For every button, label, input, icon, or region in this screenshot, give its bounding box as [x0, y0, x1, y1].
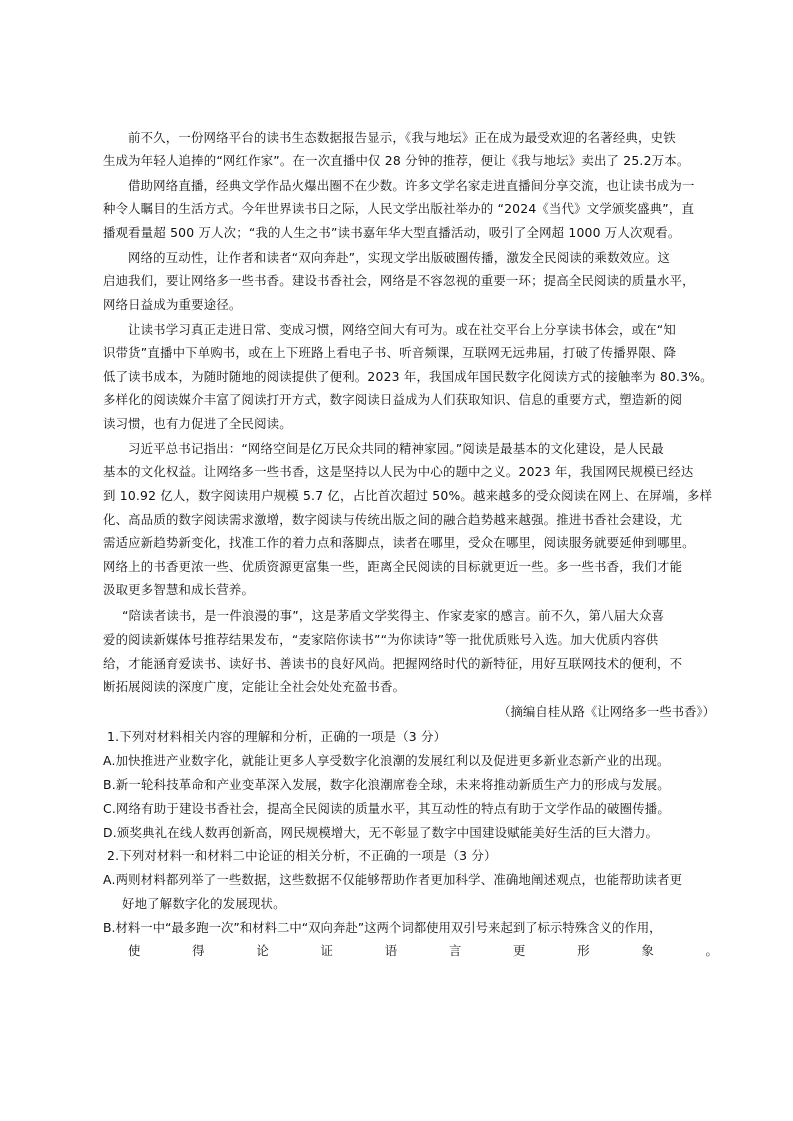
spread-char: 象 — [641, 943, 654, 958]
passage-p3-line1: 网络的互动性，让作者和读者“双向奔赴”，实现文学出版破圈传播，激发全民阅读的乘数效应。这 — [128, 250, 671, 265]
passage-p6-line4: 断拓展阅读的深度广度，定能让全社会处处充盈书香。 — [103, 679, 406, 694]
spread-char: 使 — [128, 943, 141, 958]
source-citation: （摘编自桂从路《让网络多一些书香》） — [498, 704, 715, 719]
passage-p5-line1: 习近平总书记指出：“网络空间是亿万民众共同的精神家园。”阅读是最基本的文化建设，是人民最 — [128, 441, 664, 456]
passage-p6-line2: 爱的阅读新媒体号推荐结果发布，“麦家陪你读书”“为你读诗”等一批优质账号入选。加大优质内容供 — [103, 632, 659, 647]
question-1-stem: 1.下列对材料相关内容的理解和分析，正确的一项是（3 分） — [107, 729, 447, 744]
passage-p4-line1: 让读书学习真正走进日常、变成习惯，网络空间大有可为。或在社交平台上分享读书体会，或在“知 — [128, 322, 677, 337]
question-2-option-a-line2: 好地了解数字化的发展现状。 — [122, 896, 286, 911]
passage-p5-line7: 汲取更多智慧和成长营养。 — [103, 582, 255, 597]
question-1-option-b: B.新一轮科技革命和产业变革深入发展，数字化浪潮席卷全球，未来将推动新质生产力的形成与发展。 — [103, 777, 670, 792]
question-2-stem: 2.下列对材料一和材料二中论证的相关分析，不正确的一项是（3 分） — [107, 848, 497, 863]
spread-char: 形 — [577, 943, 590, 958]
spread-char: 语 — [384, 943, 398, 958]
question-1-option-d: D.颁奖典礼在线人数再创新高，网民规模增大，无不彰显了数字中国建设赋能美好生活的巨大潜力。 — [103, 825, 659, 840]
question-2-option-b-line2 — [128, 941, 718, 961]
passage-p4-line2: 识带货”直播中下单购书，或在上下班路上看电子书、听音频课，互联网无远弗届，打破了传播界限、降 — [103, 345, 677, 360]
passage-p5-line4: 化、高品质的数字阅读需求激增，数字阅读与传统出版之间的融合趋势越来越强。推进书香社会建设，尤 — [103, 512, 683, 527]
passage-p2-line2: 种令人瞩目的生活方式。今年世界读书日之际，人民文学出版社举办的 “2024《当代》文学颁奖盛典”，直 — [103, 201, 695, 216]
passage-p4-line4: 多样化的阅读媒介丰富了阅读打开方式，数字阅读日益成为人们获取知识、信息的重要方式，塑造新的阅 — [103, 392, 683, 407]
question-1-option-c: C.网络有助于建设书香社会，提高全民阅读的质量水平，其互动性的特点有助于文学作品的破圈传播。 — [103, 801, 670, 816]
passage-p3-line3: 网络日益成为重要途径。 — [103, 297, 242, 312]
passage-p6-line1: “陪读者读书，是一件浪漫的事”，这是茅盾文学奖得主、作家麦家的感言。前不久，第八届大众喜 — [122, 608, 665, 623]
question-1-option-a: A.加快推进产业数字化，就能让更多人享受数字化浪潮的发展红利以及促进更多新业态新产业的出现。 — [103, 753, 670, 768]
spread-char: 言 — [448, 943, 462, 958]
passage-p2-line3: 播观看量超 500 万人次；“我的人生之书”读书嘉年华大型直播活动，吸引了全网超 1000 万人次观看。 — [103, 225, 681, 240]
passage-p6-line3: 给，才能涵育爱读书、读好书、善读书的良好风尚。把握网络时代的新特征，用好互联网技术的便利，不 — [103, 656, 683, 671]
passage-p4-line5: 读习惯，也有力促进了全民阅读。 — [103, 416, 292, 431]
question-2-option-b-line1: B.材料一中“最多跑一次”和材料二中“双向奔赴”这两个词都使用双引号来起到了标示特殊含义的作用， — [103, 920, 662, 935]
passage-p5-line2: 基本的文化权益。让网络多一些书香，这是坚持以人民为中心的题中之义。2023 年，我国网民规模已经达 — [103, 464, 694, 479]
passage-p2-line1: 借助网络直播，经典文学作品火爆出圈不在少数。许多文学名家走进直播间分享交流，也让读书成为一 — [128, 178, 695, 193]
passage-p3-line2: 启迪我们，要让网络多一些书香。建设书香社会，网络是不容忽视的重要一环；提高全民阅读的质量水平， — [103, 273, 695, 288]
passage-p5-line3: 到 10.92 亿人，数字阅读用户规模 5.7 亿，占比首次超过 50%。越来越多的受众阅读在网上、在屏端，多样 — [103, 488, 713, 503]
spread-char: 。 — [705, 943, 718, 958]
passage-p5-line5: 需适应新趋势新变化，找准工作的着力点和落脚点，读者在哪里，受众在哪里，阅读服务就要延伸到哪里。 — [103, 535, 695, 550]
spread-char: 更 — [513, 943, 526, 958]
spread-char: 证 — [320, 943, 333, 958]
passage-p5-line6: 网络上的书香更浓一些、优质资源更富集一些，距离全民阅读的目标就更近一些。多一些书香，我们才能 — [103, 559, 683, 574]
passage-p1-line2: 生成为年轻人追捧的“网红作家”。在一次直播中仅 28 分钟的推荐，便让《我与地坛》卖出了 25.2万本。 — [103, 153, 690, 168]
spread-char: 得 — [192, 943, 205, 958]
passage-p4-line3: 低了读书成本，为随时随地的阅读提供了便利。2023 年，我国成年国民数字化阅读方式的接触率为 80.3%。 — [103, 369, 713, 384]
spread-char: 论 — [256, 943, 269, 958]
question-2-option-a-line1: A.两则材料都列举了一些数据，这些数据不仅能够帮助作者更加科学、准确地阐述观点，也能帮助读者更 — [103, 872, 683, 887]
passage-p1-line1: 前不久，一份网络平台的读书生态数据报告显示，《我与地坛》正在成为最受欢迎的名著经典，史铁 — [128, 130, 676, 145]
